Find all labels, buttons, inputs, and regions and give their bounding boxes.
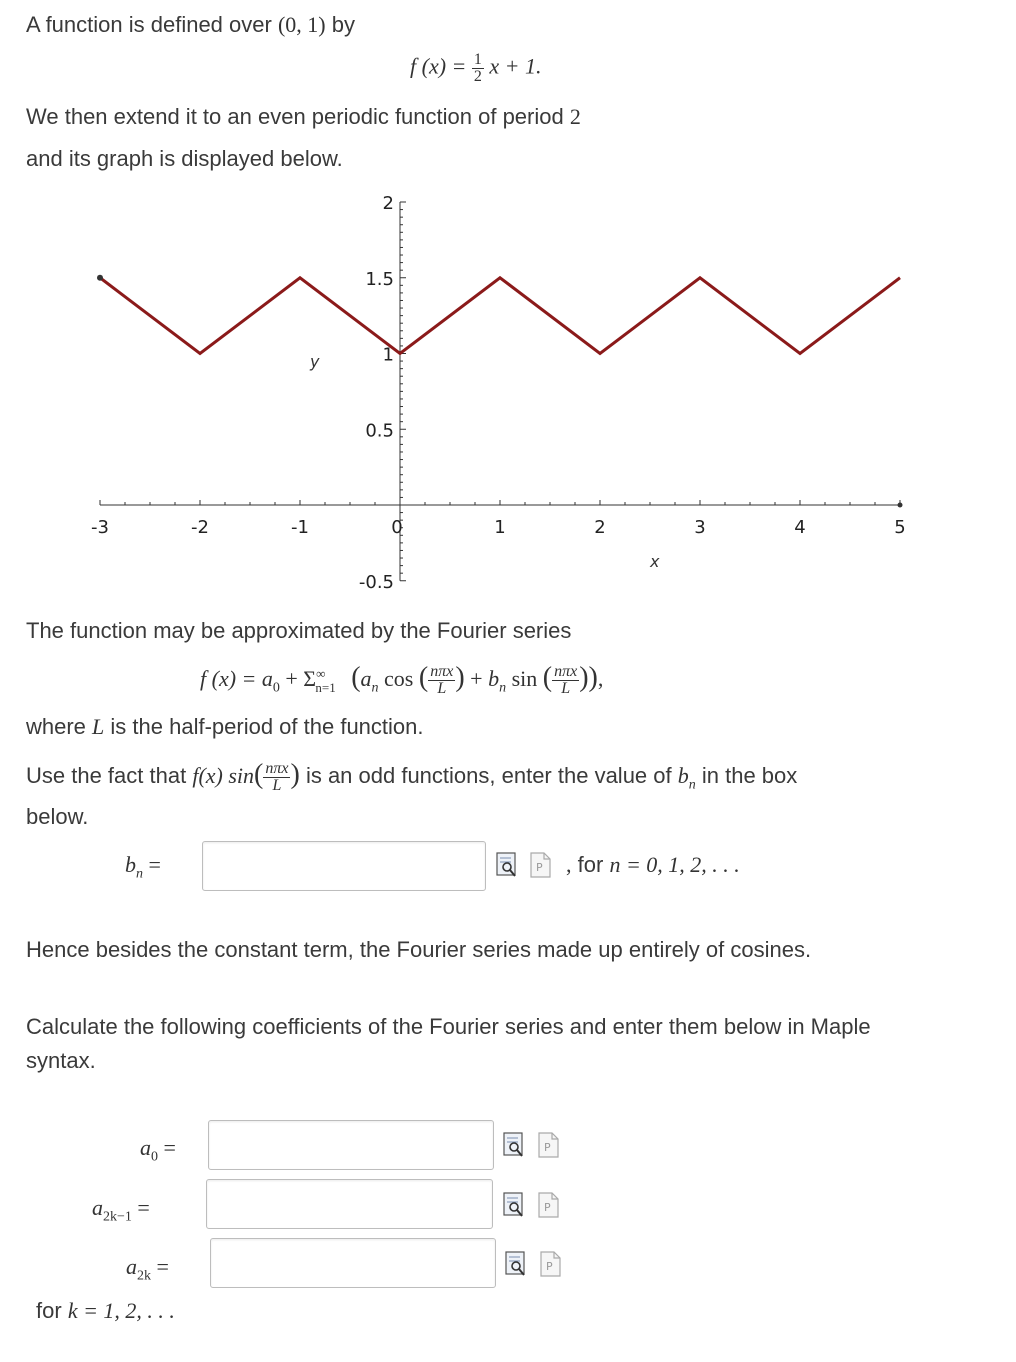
- graph-ticks: [91, 193, 906, 593]
- a2k-minus-1-preview-icon[interactable]: [503, 1192, 527, 1220]
- function-graph: [0, 190, 1016, 600]
- x-tick-label: 2: [594, 517, 606, 538]
- svg-text:P: P: [546, 1260, 553, 1273]
- fraction-denominator: 2: [473, 68, 482, 85]
- y-tick-label: 2: [382, 193, 394, 214]
- use-text: Use the fact that: [26, 763, 187, 788]
- intro-text-a: A function is defined over: [26, 12, 272, 37]
- x-tick-label: -2: [191, 517, 209, 538]
- a2k-label: $a_{2k}$ =: [126, 1254, 169, 1284]
- a2k-answer-box[interactable]: [210, 1238, 496, 1288]
- curve-start-point: [97, 275, 103, 281]
- intro-line-2: [26, 104, 581, 130]
- interval: (0, 1): [277, 12, 326, 37]
- a0-label: $a_0$ =: [140, 1135, 176, 1165]
- bn-preview-icon[interactable]: [496, 852, 520, 880]
- y-tick-label: 0.5: [365, 420, 394, 442]
- bn-answer-box[interactable]: [202, 841, 486, 891]
- a2k-minus-1-answer-box[interactable]: [206, 1179, 493, 1229]
- svg-text:P: P: [536, 861, 543, 874]
- bn-range-value: n = 0, 1, 2, . . .: [609, 852, 740, 877]
- x-tick-label: 4: [794, 517, 806, 538]
- bn-plain-text-icon[interactable]: [530, 852, 554, 880]
- svg-text:P: P: [544, 1201, 551, 1214]
- x-tick-label: -1: [291, 517, 309, 538]
- function-fraction: [472, 52, 484, 85]
- where-line: [26, 714, 424, 740]
- use-text-after-2: in the box: [701, 763, 798, 788]
- series-lhs: f (x) = a: [200, 666, 273, 691]
- hence-text: Hence besides the constant term, the Fourier series made up entirely of cosines.: [26, 937, 812, 962]
- a2k-minus-1-input[interactable]: [207, 1180, 492, 1228]
- bn-input[interactable]: [203, 842, 485, 890]
- a2k-input[interactable]: [211, 1239, 495, 1287]
- function-definition: [410, 52, 542, 85]
- x-tick-label: 1: [494, 517, 506, 538]
- where-var: L: [92, 714, 105, 739]
- period-value: 2: [569, 104, 581, 129]
- intro-line-1: [26, 12, 355, 38]
- function-lhs: f (x) =: [410, 53, 467, 79]
- intro-text-c: We then extend it to an even periodic function of period: [26, 104, 564, 129]
- x-tick-label: 0: [391, 517, 403, 538]
- where-text: where: [26, 714, 86, 739]
- use-text-after: is an odd functions, enter the value of: [305, 763, 672, 788]
- y-tick-label: 1.5: [365, 268, 394, 290]
- a0-input[interactable]: [209, 1121, 493, 1169]
- graph-curve: [97, 275, 900, 354]
- x-tick-label: -3: [91, 517, 109, 538]
- intro-line-3: and its graph is displayed below.: [26, 146, 343, 171]
- a2k-preview-icon[interactable]: [505, 1251, 529, 1279]
- a0-preview-icon[interactable]: [503, 1132, 527, 1160]
- x-tick-label: 3: [694, 517, 706, 538]
- calculate-line-1: Calculate the following coefficients of the Fourier series and enter them below in Maple: [26, 1014, 871, 1039]
- fourier-intro: The function may be approximated by the Fourier series: [26, 618, 572, 643]
- a2k-plain-text-icon[interactable]: [540, 1251, 564, 1279]
- function-rhs: x + 1.: [489, 53, 542, 79]
- use-function: f(x) sin: [192, 763, 255, 788]
- k-range-line: [36, 1298, 175, 1324]
- periodic-function-curve: [100, 278, 900, 354]
- bn-for-text: for: [577, 852, 604, 877]
- x-tick-label: 5: [894, 517, 906, 538]
- bn-range: , for n = 0, 1, 2, . . .: [566, 852, 740, 877]
- bn-label: $b_n$ =: [125, 852, 161, 882]
- calculate-line-2: syntax.: [26, 1048, 96, 1073]
- below-text: below.: [26, 804, 89, 829]
- a0-plain-text-icon[interactable]: [538, 1132, 562, 1160]
- fraction-numerator: 1: [473, 51, 482, 68]
- a2k-minus-1-plain-text-icon[interactable]: [538, 1192, 562, 1220]
- a0-answer-box[interactable]: [208, 1120, 494, 1170]
- y-axis-label: y: [310, 352, 320, 371]
- fourier-series-formula: f $(x) = a_0 + \Sigma^\infty_{n=1}$ ($a_n$ cos ( $\frac{\text{nπx}}{L}$ ) + $b_n$ sin ( $\frac{\text{nπx}}{L}$ )),: [200, 662, 604, 698]
- x-axis-label: x: [650, 552, 660, 571]
- use-fact-line: Use the fact that f(x) sin( $\frac{\text{nπx}}{L}$ ) is an odd functions, enter the value of $b_n$ in the box: [26, 759, 798, 794]
- a2k-minus-1-label: $a_{2k-1}$ =: [92, 1195, 150, 1225]
- svg-text:P: P: [544, 1141, 551, 1154]
- where-text-after: is the half-period of the function.: [110, 714, 424, 739]
- k-for-text: for: [36, 1298, 62, 1323]
- y-tick-label: 1: [382, 344, 394, 366]
- k-range-value: k = 1, 2, . . .: [67, 1298, 175, 1323]
- y-tick-label: -0.5: [358, 571, 394, 593]
- intro-text-b: by: [331, 12, 355, 37]
